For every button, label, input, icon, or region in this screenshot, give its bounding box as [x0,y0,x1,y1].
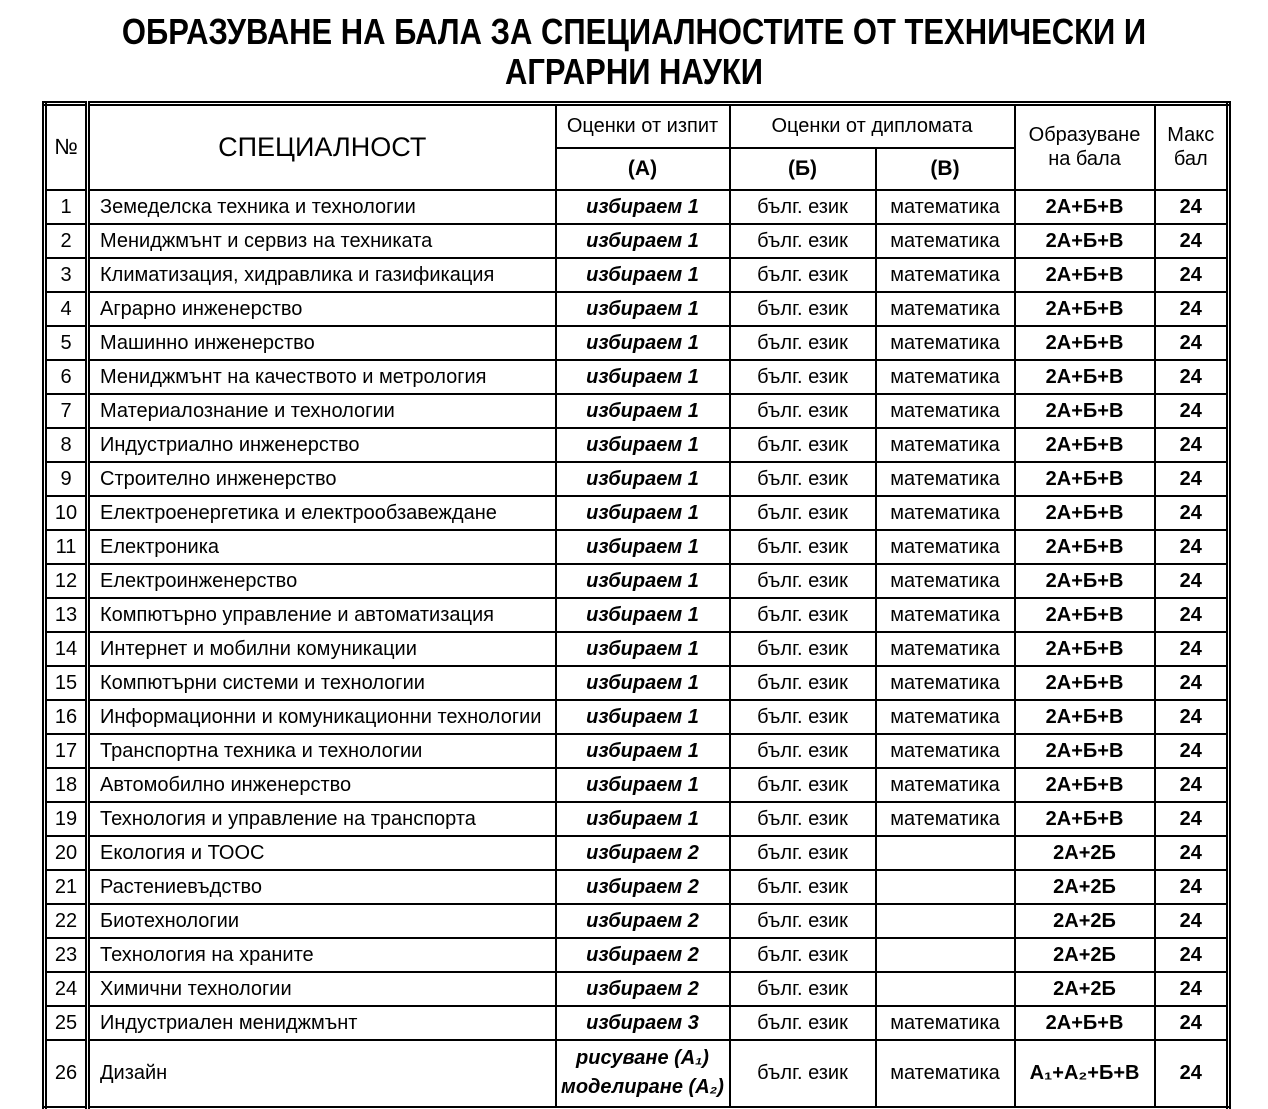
exam-grade: избираем 2 [556,904,730,938]
row-number: 2 [45,224,88,258]
max-score: 24 [1155,598,1229,632]
header-col-a: (А) [556,148,730,190]
exam-grade: избираем 2 [556,836,730,870]
diploma-grade-v: математика [876,258,1015,292]
max-score: 24 [1155,632,1229,666]
table-row [45,564,1229,598]
score-formula: 2А+Б+В [1015,190,1155,224]
exam-grade: избираем 1 [556,224,730,258]
max-score: 24 [1155,326,1229,360]
diploma-grade-v: математика [876,632,1015,666]
diploma-grade-v [876,836,1015,870]
diploma-grade-b: бълг. език [730,836,876,870]
diploma-grade-b: бълг. език [730,326,876,360]
diploma-grade-b: бълг. език [730,972,876,1006]
exam-grade: избираем 1 [556,700,730,734]
max-score: 24 [1155,258,1229,292]
diploma-grade-b: бълг. език [730,938,876,972]
row-number: 24 [45,972,88,1006]
row-number: 23 [45,938,88,972]
specialty-name: Материалознание и технологии [88,394,556,428]
score-formula: 2А+Б+В [1015,1006,1155,1040]
diploma-grade-v: математика [876,802,1015,836]
specialty-name: Информационни и комуникационни технологии [88,700,556,734]
header-col-v: (В) [876,148,1015,190]
diploma-grade-b: бълг. език [730,292,876,326]
diploma-grade-b: бълг. език [730,598,876,632]
diploma-grade-v: математика [876,360,1015,394]
row-number: 16 [45,700,88,734]
specialty-name: Индустриален мениджмънт [88,1006,556,1040]
specialty-name: Транспортна техника и технологии [88,734,556,768]
score-formation-table [42,101,1231,1109]
table-row [45,428,1229,462]
score-formula: 2А+2Б [1015,938,1155,972]
row-number: 9 [45,462,88,496]
header-num: № [45,103,88,190]
specialty-name: Индустриално инженерство [88,428,556,462]
table-row [45,360,1229,394]
exam-grade: избираем 1 [556,394,730,428]
diploma-grade-v: математика [876,462,1015,496]
diploma-grade-v: математика [876,394,1015,428]
table-body [45,190,1229,1108]
diploma-grade-b: бълг. език [730,394,876,428]
diploma-grade-b: бълг. език [730,666,876,700]
score-formula: 2А+Б+В [1015,530,1155,564]
diploma-grade-v: математика [876,768,1015,802]
header-row-top [45,103,1229,148]
row-number: 21 [45,870,88,904]
diploma-grade-v: математика [876,292,1015,326]
table-row [45,768,1229,802]
specialty-name: Компютърно управление и автоматизация [88,598,556,632]
specialty-name: Компютърни системи и технологии [88,666,556,700]
score-formula: 2А+Б+В [1015,598,1155,632]
diploma-grade-b: бълг. език [730,360,876,394]
row-number: 19 [45,802,88,836]
row-number: 1 [45,190,88,224]
row-number: 17 [45,734,88,768]
diploma-grade-b: бълг. език [730,870,876,904]
row-number: 5 [45,326,88,360]
table-row [45,224,1229,258]
diploma-grade-v: математика [876,598,1015,632]
exam-grade: избираем 1 [556,564,730,598]
specialty-name: Технология и управление на транспорта [88,802,556,836]
table-row [45,496,1229,530]
max-score: 24 [1155,938,1229,972]
header-col-b: (Б) [730,148,876,190]
score-formula: 2А+Б+В [1015,326,1155,360]
exam-grade: избираем 1 [556,802,730,836]
specialty-name: Автомобилно инженерство [88,768,556,802]
score-formula: 2А+2Б [1015,904,1155,938]
exam-grade: избираем 3 [556,1006,730,1040]
table-row [45,1006,1229,1040]
max-score: 24 [1155,224,1229,258]
header-specialty: СПЕЦИАЛНОСТ [88,103,556,190]
row-number: 20 [45,836,88,870]
exam-grade: избираем 1 [556,360,730,394]
specialty-name: Мениджмънт и сервиз на техниката [88,224,556,258]
row-number: 13 [45,598,88,632]
diploma-grade-v: математика [876,1040,1015,1108]
exam-grade: избираем 2 [556,972,730,1006]
row-number: 10 [45,496,88,530]
max-score: 24 [1155,530,1229,564]
diploma-grade-b: бълг. език [730,768,876,802]
specialty-name: Електроника [88,530,556,564]
diploma-grade-b: бълг. език [730,1006,876,1040]
table-header [45,103,1229,190]
exam-grade: избираем 1 [556,530,730,564]
diploma-grade-v: математика [876,326,1015,360]
specialty-name: Климатизация, хидравлика и газификация [88,258,556,292]
header-max-score: Макс бал [1155,103,1229,190]
diploma-grade-b: бълг. език [730,904,876,938]
score-formula: 2А+Б+В [1015,462,1155,496]
max-score: 24 [1155,394,1229,428]
page-title-line-1: ОБРАЗУВАНЕ НА БАЛА ЗА СПЕЦИАЛНОСТИТЕ ОТ ТЕХНИЧЕСКИ И [121,11,1147,52]
max-score: 24 [1155,496,1229,530]
diploma-grade-v: математика [876,190,1015,224]
score-formula: 2А+Б+В [1015,564,1155,598]
table-row [45,802,1229,836]
diploma-grade-v [876,938,1015,972]
score-formula: 2А+Б+В [1015,734,1155,768]
score-formula: 2А+Б+В [1015,632,1155,666]
specialty-name: Строително инженерство [88,462,556,496]
row-number: 3 [45,258,88,292]
diploma-grade-v [876,904,1015,938]
specialty-name: Екология и ТООС [88,836,556,870]
exam-grade: избираем 1 [556,598,730,632]
table-row [45,326,1229,360]
specialty-name: Технология на храните [88,938,556,972]
diploma-grade-b: бълг. език [730,700,876,734]
max-score: 24 [1155,292,1229,326]
score-formula: 2А+Б+В [1015,700,1155,734]
row-number: 12 [45,564,88,598]
max-score: 24 [1155,564,1229,598]
max-score: 24 [1155,734,1229,768]
row-number: 11 [45,530,88,564]
diploma-grade-v: математика [876,530,1015,564]
table-row [45,258,1229,292]
diploma-grade-v [876,870,1015,904]
max-score: 24 [1155,972,1229,1006]
header-exam-group: Оценки от изпит [556,103,730,148]
row-number: 22 [45,904,88,938]
score-formula: 2А+Б+В [1015,292,1155,326]
max-score: 24 [1155,1040,1229,1108]
max-score: 24 [1155,836,1229,870]
table-row [45,190,1229,224]
table-row [45,938,1229,972]
row-number: 8 [45,428,88,462]
score-formula: 2А+2Б [1015,836,1155,870]
max-score: 24 [1155,428,1229,462]
diploma-grade-b: бълг. език [730,632,876,666]
diploma-grade-b: бълг. език [730,496,876,530]
diploma-grade-b: бълг. език [730,428,876,462]
page-title-line-2: АГРАРНИ НАУКИ [504,51,763,93]
exam-grade-line: рисуване (А₁) [576,1047,709,1070]
diploma-grade-v: математика [876,564,1015,598]
diploma-grade-b: бълг. език [730,224,876,258]
exam-grade: избираем 1 [556,768,730,802]
score-formula: 2А+Б+В [1015,666,1155,700]
table-row [45,904,1229,938]
row-number: 14 [45,632,88,666]
diploma-grade-v: математика [876,666,1015,700]
diploma-grade-b: бълг. език [730,1040,876,1108]
score-formula: 2А+Б+В [1015,394,1155,428]
specialty-name: Биотехнологии [88,904,556,938]
exam-grade: избираем 2 [556,938,730,972]
exam-grade: избираем 1 [556,258,730,292]
table-row [45,870,1229,904]
score-formula: 2А+Б+В [1015,360,1155,394]
specialty-name: Мениджмънт на качеството и метрология [88,360,556,394]
table-row [45,666,1229,700]
diploma-grade-b: бълг. език [730,530,876,564]
diploma-grade-b: бълг. език [730,734,876,768]
exam-grade [556,1040,730,1108]
row-number: 6 [45,360,88,394]
row-number: 25 [45,1006,88,1040]
score-formula: 2А+2Б [1015,972,1155,1006]
table-row [45,292,1229,326]
table-row [45,700,1229,734]
row-number: 4 [45,292,88,326]
specialty-name: Аграрно инженерство [88,292,556,326]
max-score: 24 [1155,190,1229,224]
max-score: 24 [1155,462,1229,496]
diploma-grade-b: бълг. език [730,802,876,836]
specialty-name: Земеделска техника и технологии [88,190,556,224]
exam-grade: избираем 1 [556,462,730,496]
specialty-name: Дизайн [88,1040,556,1108]
table-row [45,462,1229,496]
table-row [45,394,1229,428]
max-score: 24 [1155,1006,1229,1040]
exam-grade: избираем 1 [556,734,730,768]
row-number: 26 [45,1040,88,1108]
diploma-grade-v: математика [876,700,1015,734]
max-score: 24 [1155,870,1229,904]
diploma-grade-b: бълг. език [730,564,876,598]
exam-grade: избираем 1 [556,496,730,530]
score-formula: 2А+Б+В [1015,428,1155,462]
table-row [45,598,1229,632]
diploma-grade-b: бълг. език [730,190,876,224]
diploma-grade-v [876,972,1015,1006]
exam-grade: избираем 1 [556,292,730,326]
max-score: 24 [1155,700,1229,734]
exam-grade: избираем 1 [556,666,730,700]
score-formula: 2А+Б+В [1015,802,1155,836]
max-score: 24 [1155,768,1229,802]
diploma-grade-v: математика [876,496,1015,530]
row-number: 15 [45,666,88,700]
table-row [45,972,1229,1006]
score-formula: 2А+Б+В [1015,496,1155,530]
table-row [45,1040,1229,1108]
exam-grade: избираем 1 [556,428,730,462]
table-row [45,530,1229,564]
max-score: 24 [1155,904,1229,938]
table-row [45,734,1229,768]
score-formula: 2А+Б+В [1015,768,1155,802]
table-row [45,836,1229,870]
row-number: 7 [45,394,88,428]
score-formula: 2А+Б+В [1015,224,1155,258]
specialty-name: Машинно инженерство [88,326,556,360]
max-score: 24 [1155,802,1229,836]
score-formula: 2А+2Б [1015,870,1155,904]
diploma-grade-v: математика [876,734,1015,768]
header-score-formation: Образуване на бала [1015,103,1155,190]
diploma-grade-b: бълг. език [730,258,876,292]
max-score: 24 [1155,666,1229,700]
table-row [45,632,1229,666]
page-title [0,12,1268,93]
diploma-grade-v: математика [876,1006,1015,1040]
exam-grade-line: моделиране (А₂) [561,1076,724,1099]
exam-grade: избираем 2 [556,870,730,904]
specialty-name: Химични технологии [88,972,556,1006]
row-number: 18 [45,768,88,802]
diploma-grade-v: математика [876,428,1015,462]
header-diploma-group: Оценки от дипломата [730,103,1015,148]
exam-grade: избираем 1 [556,190,730,224]
specialty-name: Растениевъдство [88,870,556,904]
diploma-grade-b: бълг. език [730,462,876,496]
exam-grade: избираем 1 [556,326,730,360]
max-score: 24 [1155,360,1229,394]
specialty-name: Електроинженерство [88,564,556,598]
specialty-name: Интернет и мобилни комуникации [88,632,556,666]
specialty-name: Електроенергетика и електрообзавеждане [88,496,556,530]
score-formula: А₁+А₂+Б+В [1015,1040,1155,1108]
score-formula: 2А+Б+В [1015,258,1155,292]
diploma-grade-v: математика [876,224,1015,258]
exam-grade: избираем 1 [556,632,730,666]
